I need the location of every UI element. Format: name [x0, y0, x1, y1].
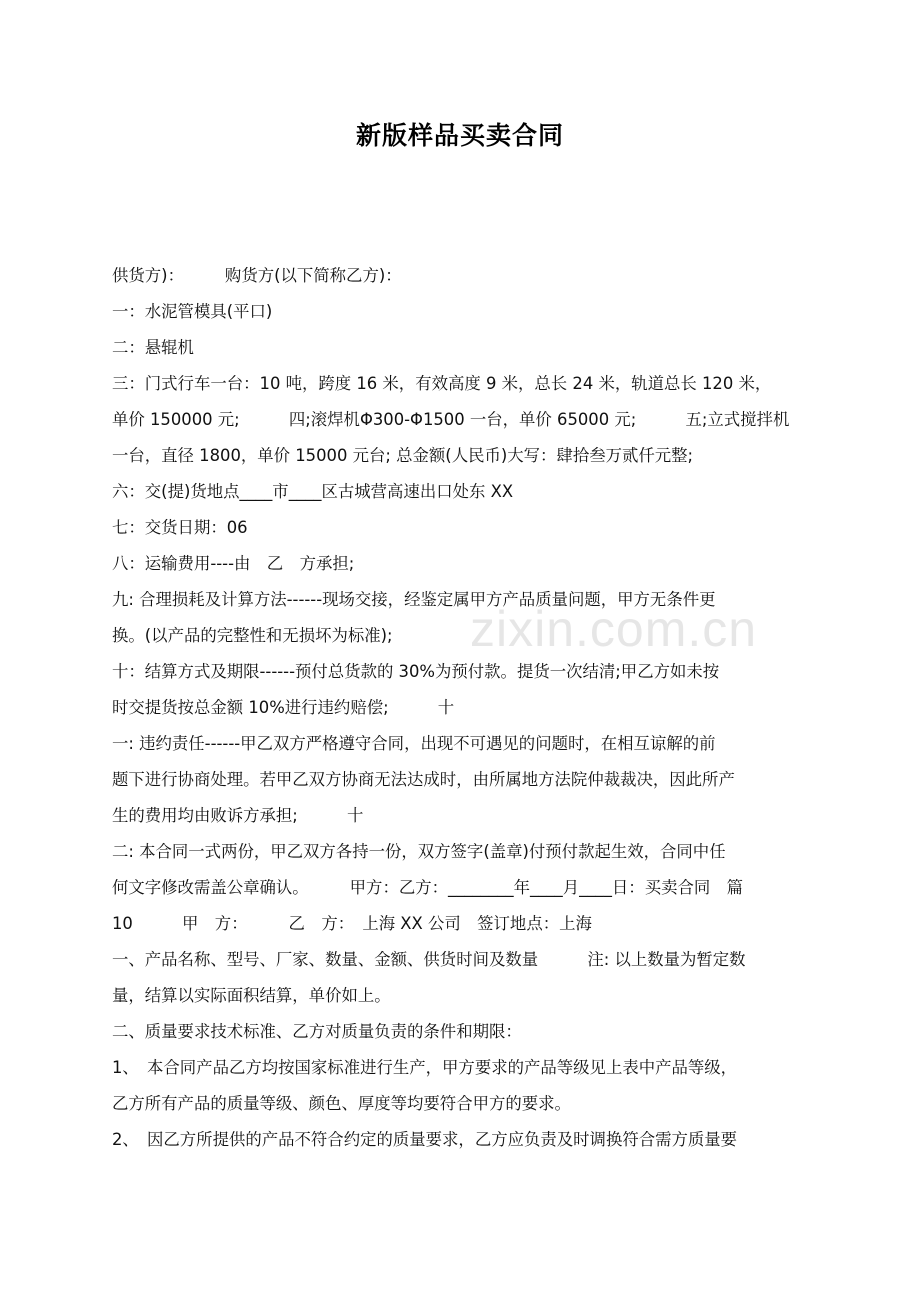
paragraph-line: 一：水泥管模具(平口) [112, 302, 273, 321]
paragraph-line: 九: 合理损耗及计算方法------现场交接，经鉴定属甲方产品质量问题，甲方无条件更 [112, 590, 716, 609]
paragraph-line: 乙方所有产品的质量等级、颜色、厚度等均要符合甲方的要求。 [112, 1094, 571, 1113]
paragraph-line: 十：结算方式及期限------预付总货款的 30%为预付款。提货一次结清;甲乙方如未按 [112, 662, 720, 681]
paragraph-line: 一: 违约责任------甲乙双方严格遵守合同，出现不可遇见的问题时，在相互谅解的前 [112, 734, 716, 753]
paragraph-line: 二、质量要求技术标准、乙方对质量负责的条件和期限： [112, 1022, 522, 1041]
watermark: zixin.com.cn [470, 601, 758, 657]
paragraph-line: 何文字修改需盖公章确认。 甲方：乙方：________年____月____日：买卖合同 篇 [112, 878, 744, 897]
paragraph-line: 供货方)： 购货方(以下简称乙方)： [112, 266, 402, 285]
paragraph-line: 二：悬辊机 [112, 338, 194, 357]
paragraph-line: 量，结算以实际面积结算，单价如上。 [112, 986, 391, 1005]
paragraph-line: 一台，直径 1800，单价 15000 元台; 总金额(人民币)大写：肆拾叁万贰仟元整; [112, 446, 694, 465]
paragraph-line: 1、 本合同产品乙方均按国家标准进行生产，甲方要求的产品等级见上表中产品等级， [112, 1058, 738, 1077]
page-title: 新版样品买卖合同 [355, 121, 564, 150]
paragraph-line: 10 甲 方： 乙 方： 上海 XX 公司 签订地点：上海 [112, 914, 592, 933]
paragraph-line: 六：交(提)货地点____市____区古城营高速出口处东 XX [112, 482, 514, 501]
paragraph-line: 一、产品名称、型号、厂家、数量、金额、供货时间及数量 注: 以上数量为暂定数 [112, 950, 746, 969]
paragraph-line: 单价 150000 元; 四;滚焊机Φ300-Φ1500 一台，单价 65000 元; 五;立式搅拌机 [112, 410, 790, 429]
paragraph-line: 题下进行协商处理。若甲乙双方协商无法达成时，由所属地方法院仲裁裁决，因此所产 [112, 770, 735, 789]
paragraph-line: 七：交货日期：06 [112, 518, 248, 537]
paragraph-line: 三：门式行车一台：10 吨，跨度 16 米，有效高度 9 米，总长 24 米，轨道总长 120 米， [112, 374, 772, 393]
paragraph-line: 时交提货按总金额 10%进行违约赔偿; 十 [112, 698, 455, 717]
contract-body [112, 258, 827, 1158]
paragraph-line: 八：运输费用----由 乙 方承担; [112, 554, 355, 573]
paragraph-line: 2、 因乙方所提供的产品不符合约定的质量要求，乙方应负责及时调换符合需方质量要 [112, 1130, 738, 1149]
paragraph-line: 二: 本合同一式两份，甲乙双方各持一份，双方签字(盖章)付预付款起生效，合同中任 [112, 842, 726, 861]
paragraph-line: 生的费用均由败诉方承担; 十 [112, 806, 364, 825]
paragraph-line: 换。(以产品的完整性和无损坏为标准); [112, 626, 393, 645]
